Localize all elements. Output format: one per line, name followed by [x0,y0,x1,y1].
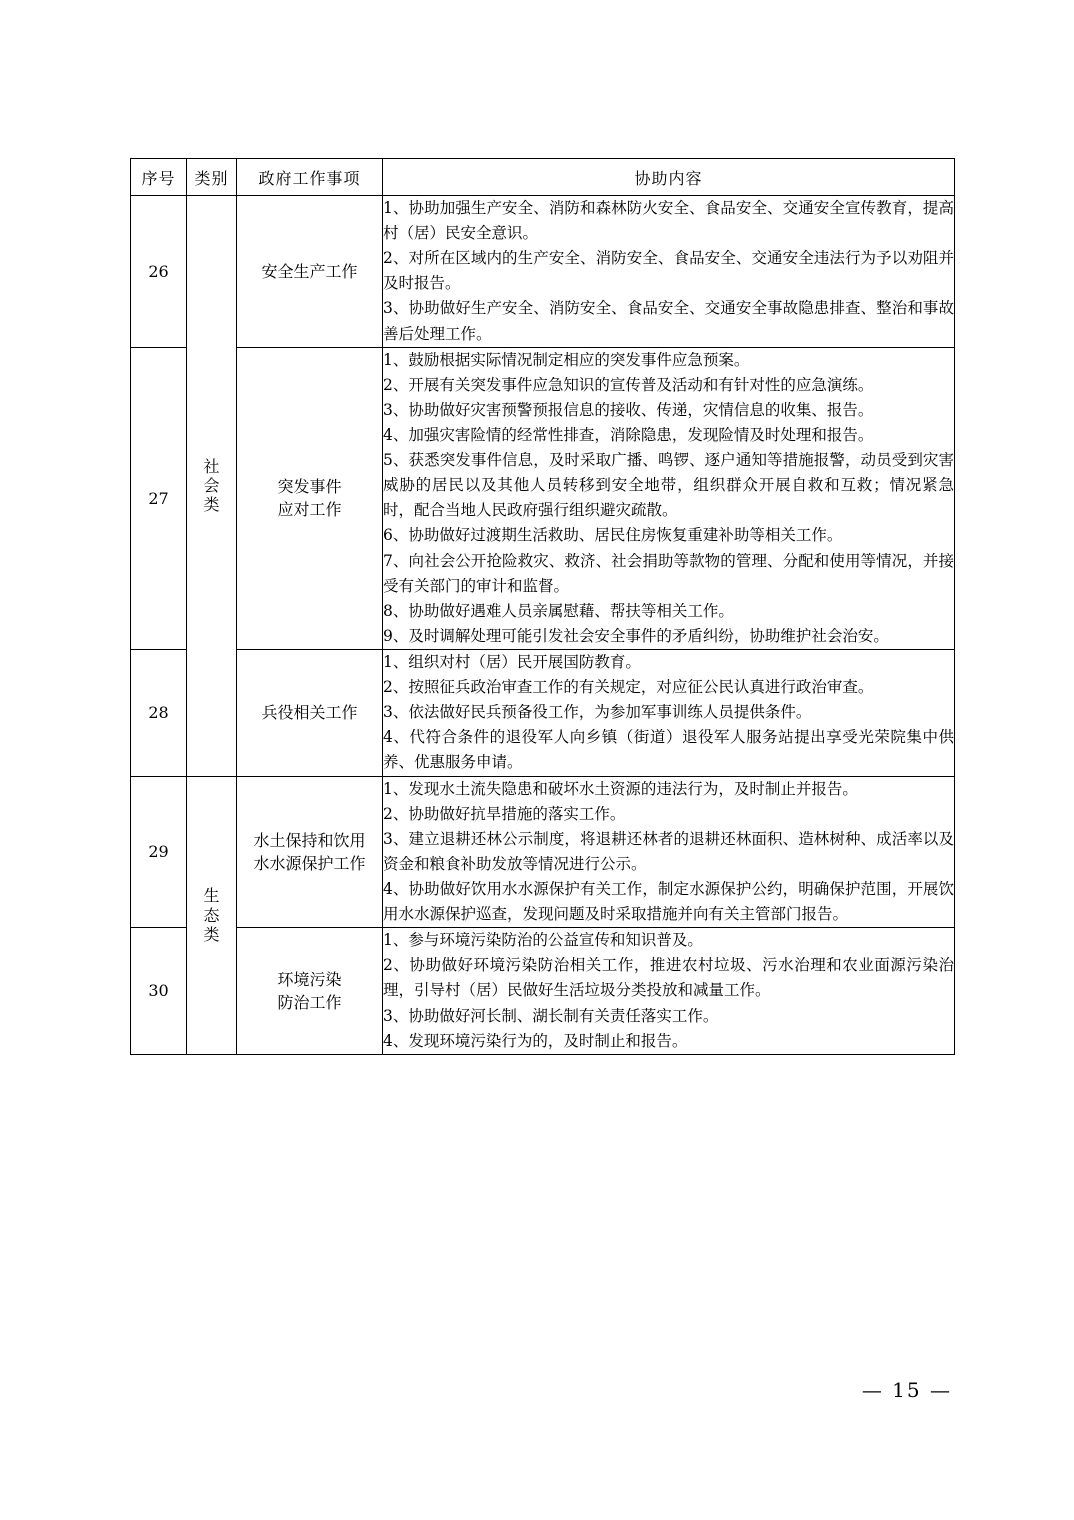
content-line: 3、协助做好灾害预警预报信息的接收、传递，灾情信息的收集、报告。 [383,400,874,419]
content-line: 6、协助做好过渡期生活救助、居民住房恢复重建补助等相关工作。 [383,526,843,545]
column-header-item: 政府工作事项 [237,159,383,196]
content-line: 1、鼓励根据实际情况制定相应的突发事件应急预案。 [383,350,750,369]
row-category [187,776,237,1054]
item-line: 安全生产工作 [261,261,358,281]
content-line: 4、协助做好饮用水水源保护有关工作，制定水源保护公约，明确保护范围，开展饮用水水源保护巡查，发现问题及时采取措施并向有关主管部门报告。 [383,879,954,924]
content-line: 2、对所在区域内的生产安全、消防安全、食品安全、交通安全违法行为予以劝阻并及时报告。 [383,249,954,293]
content-line: 4、发现环境污染行为的，及时制止和报告。 [383,1031,688,1050]
row-item [237,196,383,348]
page-number: — 15 — [861,1378,952,1402]
government-work-items-table [130,158,955,1055]
item-line: 水水源保护工作 [253,853,366,873]
category-label: 社会类 [203,456,220,515]
table-row [131,649,955,776]
content-line: 3、协助做好生产安全、消防安全、食品安全、交通安全事故隐患排查、整治和事故善后处理工作。 [383,299,954,343]
content-line: 2、按照征兵政治审查工作的有关规定，对应征公民认真进行政治审查。 [383,678,874,697]
content-line: 1、协助加强生产安全、消防和森林防火安全、食品安全、交通安全宣传教育，提高村（居）民安全意识。 [383,199,954,243]
content-line: 8、协助做好遇难人员亲属慰藉、帮扶等相关工作。 [383,601,734,620]
row-content [383,649,955,776]
item-line: 水土保持和饮用 [253,830,366,850]
content-line: 1、参与环境污染防治的公益宣传和知识普及。 [383,931,703,950]
content-line: 2、开展有关突发事件应急知识的宣传普及活动和有针对性的应急演练。 [383,375,874,394]
table-row [131,776,955,928]
column-header-content: 协助内容 [383,159,955,196]
item-line: 兵役相关工作 [261,703,358,723]
content-line: 4、代符合条件的退役军人向乡镇（街道）退役军人服务站提出享受光荣院集中供养、优惠服务申请。 [383,728,954,772]
row-category [187,196,237,777]
column-header-category: 类别 [187,159,237,196]
content-line: 9、及时调解处理可能引发社会安全事件的矛盾纠纷，协助维护社会治安。 [383,626,889,645]
item-line: 应对工作 [277,500,342,520]
row-number: 26 [131,196,187,348]
content-line: 2、协助做好抗旱措施的落实工作。 [383,804,626,823]
content-line: 5、获悉突发事件信息，及时采取广播、鸣锣、逐户通知等措施报警，动员受到灾害威胁的居民以及其他人员转移到安全地带，组织群众开展自救和互救；情况紧急时，配合当地人民政府强行组织避灾疏散。 [383,451,954,520]
row-number: 27 [131,347,187,649]
content-line: 3、依法做好民兵预备役工作，为参加军事训练人员提供条件。 [383,703,812,722]
row-number: 28 [131,649,187,776]
content-line: 3、协助做好河长制、湖长制有关责任落实工作。 [383,1006,719,1025]
row-number: 30 [131,928,187,1055]
table-header-row [131,159,955,196]
table-row [131,347,955,649]
row-content [383,347,955,649]
row-content [383,928,955,1055]
content-line: 4、加强灾害险情的经常性排查，消除隐患，发现险情及时处理和报告。 [383,425,874,444]
content-line: 2、协助做好环境污染防治相关工作，推进农村垃圾、污水治理和农业面源污染治理，引导村（居）民做好生活垃圾分类投放和减量工作。 [383,956,954,1000]
table-body [131,196,955,1055]
content-line: 1、组织对村（居）民开展国防教育。 [383,652,641,671]
content-line: 1、发现水土流失隐患和破坏水土资源的违法行为，及时制止并报告。 [383,779,858,798]
table-row [131,928,955,1055]
row-item [237,649,383,776]
table-header [131,159,955,196]
column-header-no: 序号 [131,159,187,196]
category-label: 生态类 [203,886,220,944]
item-line: 防治工作 [277,992,342,1012]
row-number: 29 [131,776,187,928]
row-content [383,776,955,928]
row-item [237,776,383,928]
row-content [383,196,955,348]
row-item [237,928,383,1055]
table-row [131,196,955,348]
row-item [237,347,383,649]
content-line: 3、建立退耕还林公示制度，将退耕还林者的退耕还林面积、造林树种、成活率以及资金和粮食补助发放等情况进行公示。 [383,829,954,873]
item-line: 环境污染 [277,969,342,989]
item-line: 突发事件 [277,477,342,497]
content-line: 7、向社会公开抢险救灾、救济、社会捐助等款物的管理、分配和使用等情况，并接受有关部门的审计和监督。 [383,551,954,595]
